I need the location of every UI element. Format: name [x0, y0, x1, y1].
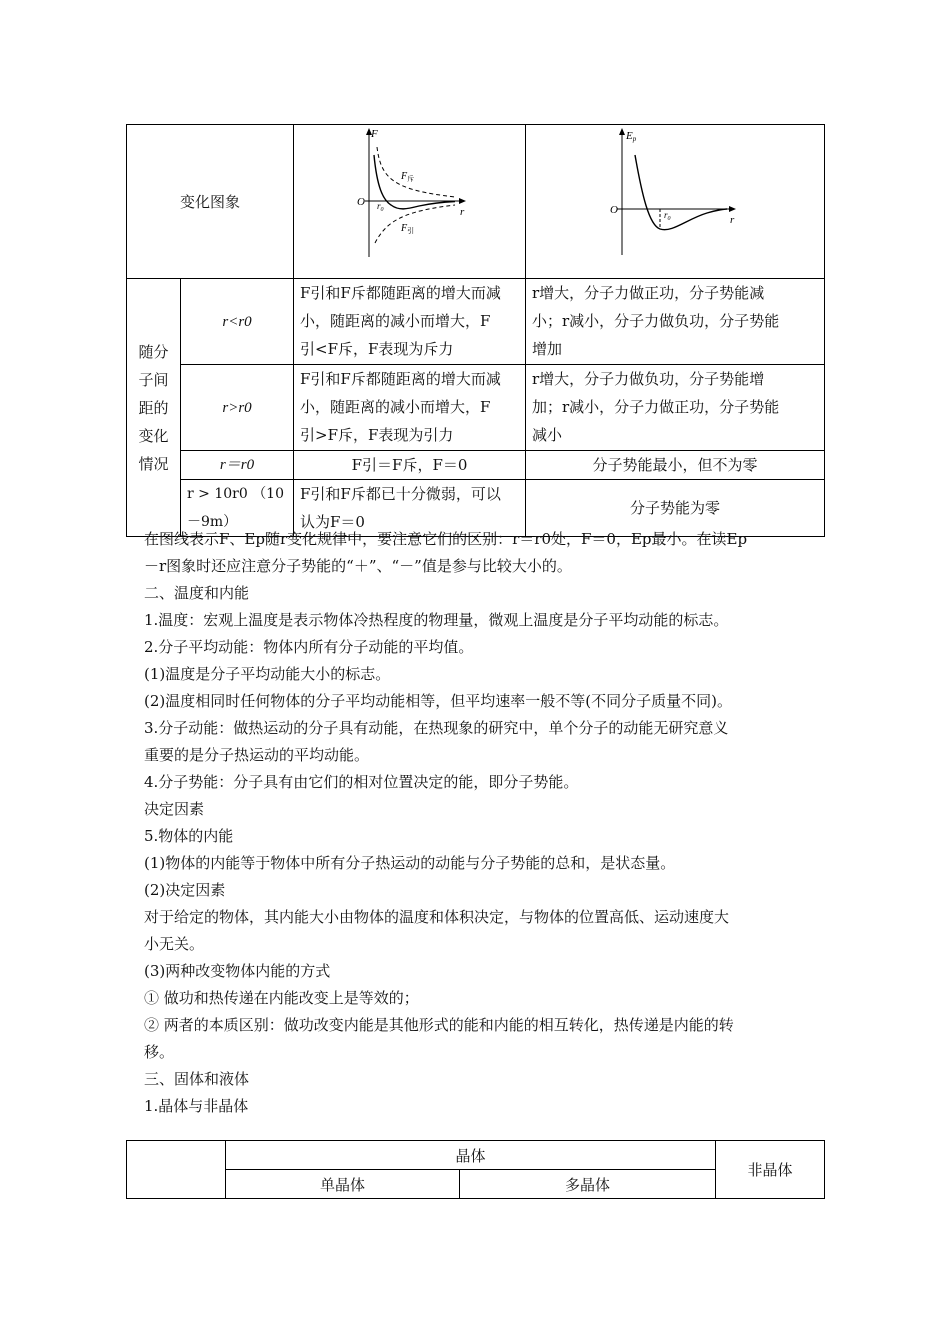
- body-text: [144, 526, 824, 1120]
- section-heading: 三、固体和液体: [144, 1070, 250, 1088]
- cond-line: －9m）: [187, 514, 238, 530]
- paragraph: (2)温度相同时任何物体的分子平均动能相等，但平均速率一般不等(不同分子质量不同)。: [144, 692, 732, 710]
- energy-origin-label: O: [609, 204, 618, 216]
- paragraph: 移。: [144, 1043, 175, 1061]
- crystal-table-corner: [127, 1141, 226, 1199]
- force-axis-y-label: F: [370, 128, 378, 140]
- energy-graph-cell: [526, 125, 825, 279]
- energy-graph: [527, 125, 824, 269]
- force-origin-label: O: [356, 196, 365, 208]
- section-heading: 二、温度和内能: [144, 584, 250, 602]
- paragraph: 5.物体的内能: [144, 827, 234, 845]
- side-label-line: 情况: [138, 454, 169, 473]
- force-r0-label: $r_0$: [376, 201, 384, 213]
- desc-line: r增大，分子力做负功，分子势能增: [532, 370, 765, 388]
- paragraph: 4.分子势能：分子具有由它们的相对位置决定的能，即分子势能。: [144, 773, 579, 791]
- single-crystal-header: 单晶体: [226, 1170, 460, 1199]
- paragraph: 对于给定的物体，其内能大小由物体的温度和体积决定，与物体的位置高低、运动速度大: [144, 908, 730, 926]
- attractive-label: $F_引$: [400, 223, 414, 235]
- paragraph: 重要的是分子热运动的平均动能。: [144, 746, 370, 764]
- desc-line: 认为F＝0: [300, 513, 365, 531]
- force-graph-cell: [294, 125, 526, 279]
- paragraph: 在图线表示F、Ep随r变化规律中，要注意它们的区别：r＝r0处，F＝0，Ep最小。在读Ep: [144, 530, 748, 548]
- desc-line: 小，随距离的减小而增大，F: [300, 398, 491, 416]
- force-axis-x-label: r: [459, 206, 464, 218]
- paragraph: (2)决定因素: [144, 881, 226, 899]
- paragraph: 决定因素: [144, 800, 205, 818]
- molecular-force-table: [126, 124, 825, 537]
- side-label-line: 子间: [138, 370, 169, 389]
- desc-line: F引和F斥都已十分微弱，可以: [300, 485, 501, 503]
- paragraph: 2.分子平均动能：物体内所有分子动能的平均值。: [144, 638, 474, 656]
- force-graph: [295, 125, 525, 269]
- paragraph: 1.温度：宏观上温度是表示物体冷热程度的物理量，微观上温度是分子平均动能的标志。: [144, 611, 729, 629]
- desc-line: 小；r减小，分子力做负功，分子势能: [532, 312, 780, 330]
- repulsive-label: $F_斥$: [400, 171, 414, 183]
- graph-row-label: [127, 125, 294, 279]
- side-label: [127, 279, 181, 537]
- force-desc-1: [294, 279, 526, 365]
- paragraph: (1)温度是分子平均动能大小的标志。: [144, 665, 391, 683]
- side-label-line: 变化: [138, 426, 169, 445]
- force-desc-2: [294, 365, 526, 451]
- paragraph: (3)两种改变物体内能的方式: [144, 962, 331, 980]
- desc-line: F引和F斥都随距离的增大而减: [300, 284, 501, 302]
- energy-desc-4: 分子势能为零: [526, 480, 825, 537]
- desc-line: 增加: [532, 340, 563, 358]
- paragraph: 小无关。: [144, 935, 205, 953]
- desc-line: F引和F斥都随距离的增大而减: [300, 370, 501, 388]
- desc-line: r增大，分子力做正功，分子势能减: [532, 284, 765, 302]
- amorphous-header: 非晶体: [716, 1141, 825, 1199]
- graph-row-label-text: 变化图象: [180, 192, 241, 211]
- energy-desc-1: [526, 279, 825, 365]
- cond-line: r > 10r0 （10: [187, 486, 285, 502]
- force-desc-3: F引＝F斥，F＝0: [294, 451, 526, 480]
- paragraph: －r图象时还应注意分子势能的“＋”、“－”值是参与比较大小的。: [144, 557, 572, 575]
- paragraph: ① 做功和热传递在内能改变上是等效的；: [144, 989, 419, 1007]
- energy-r0-label: $r_0$: [663, 210, 671, 222]
- energy-axis-y-label: Ep: [625, 130, 636, 143]
- crystal-header: 晶体: [226, 1141, 716, 1170]
- crystal-table: [126, 1140, 825, 1199]
- paragraph: 3.分子动能：做热运动的分子具有动能，在热现象的研究中，单个分子的动能无研究意义: [144, 719, 729, 737]
- cond-r-greater-r0: r>r0: [181, 365, 294, 451]
- cond-r-equal-r0: r＝r0: [181, 451, 294, 480]
- side-label-line: 距的: [138, 398, 169, 417]
- desc-line: 减小: [532, 426, 563, 444]
- desc-line: 引<F斥，F表现为斥力: [300, 340, 454, 358]
- energy-desc-3: 分子势能最小，但不为零: [526, 451, 825, 480]
- side-label-line: 随分: [138, 342, 169, 361]
- paragraph: ② 两者的本质区别：做功改变内能是其他形式的能和内能的相互转化，热传递是内能的转: [144, 1016, 734, 1034]
- energy-desc-2: [526, 365, 825, 451]
- desc-line: 小，随距离的减小而增大，F: [300, 312, 491, 330]
- desc-line: 引>F斥，F表现为引力: [300, 426, 454, 444]
- desc-line: 加；r减小，分子力做正功，分子势能: [532, 398, 780, 416]
- energy-axis-x-label: r: [729, 214, 734, 226]
- paragraph: 1.晶体与非晶体: [144, 1097, 249, 1115]
- paragraph: (1)物体的内能等于物体中所有分子热运动的动能与分子势能的总和，是状态量。: [144, 854, 676, 872]
- cond-r-less-r0: r<r0: [181, 279, 294, 365]
- poly-crystal-header: 多晶体: [460, 1170, 716, 1199]
